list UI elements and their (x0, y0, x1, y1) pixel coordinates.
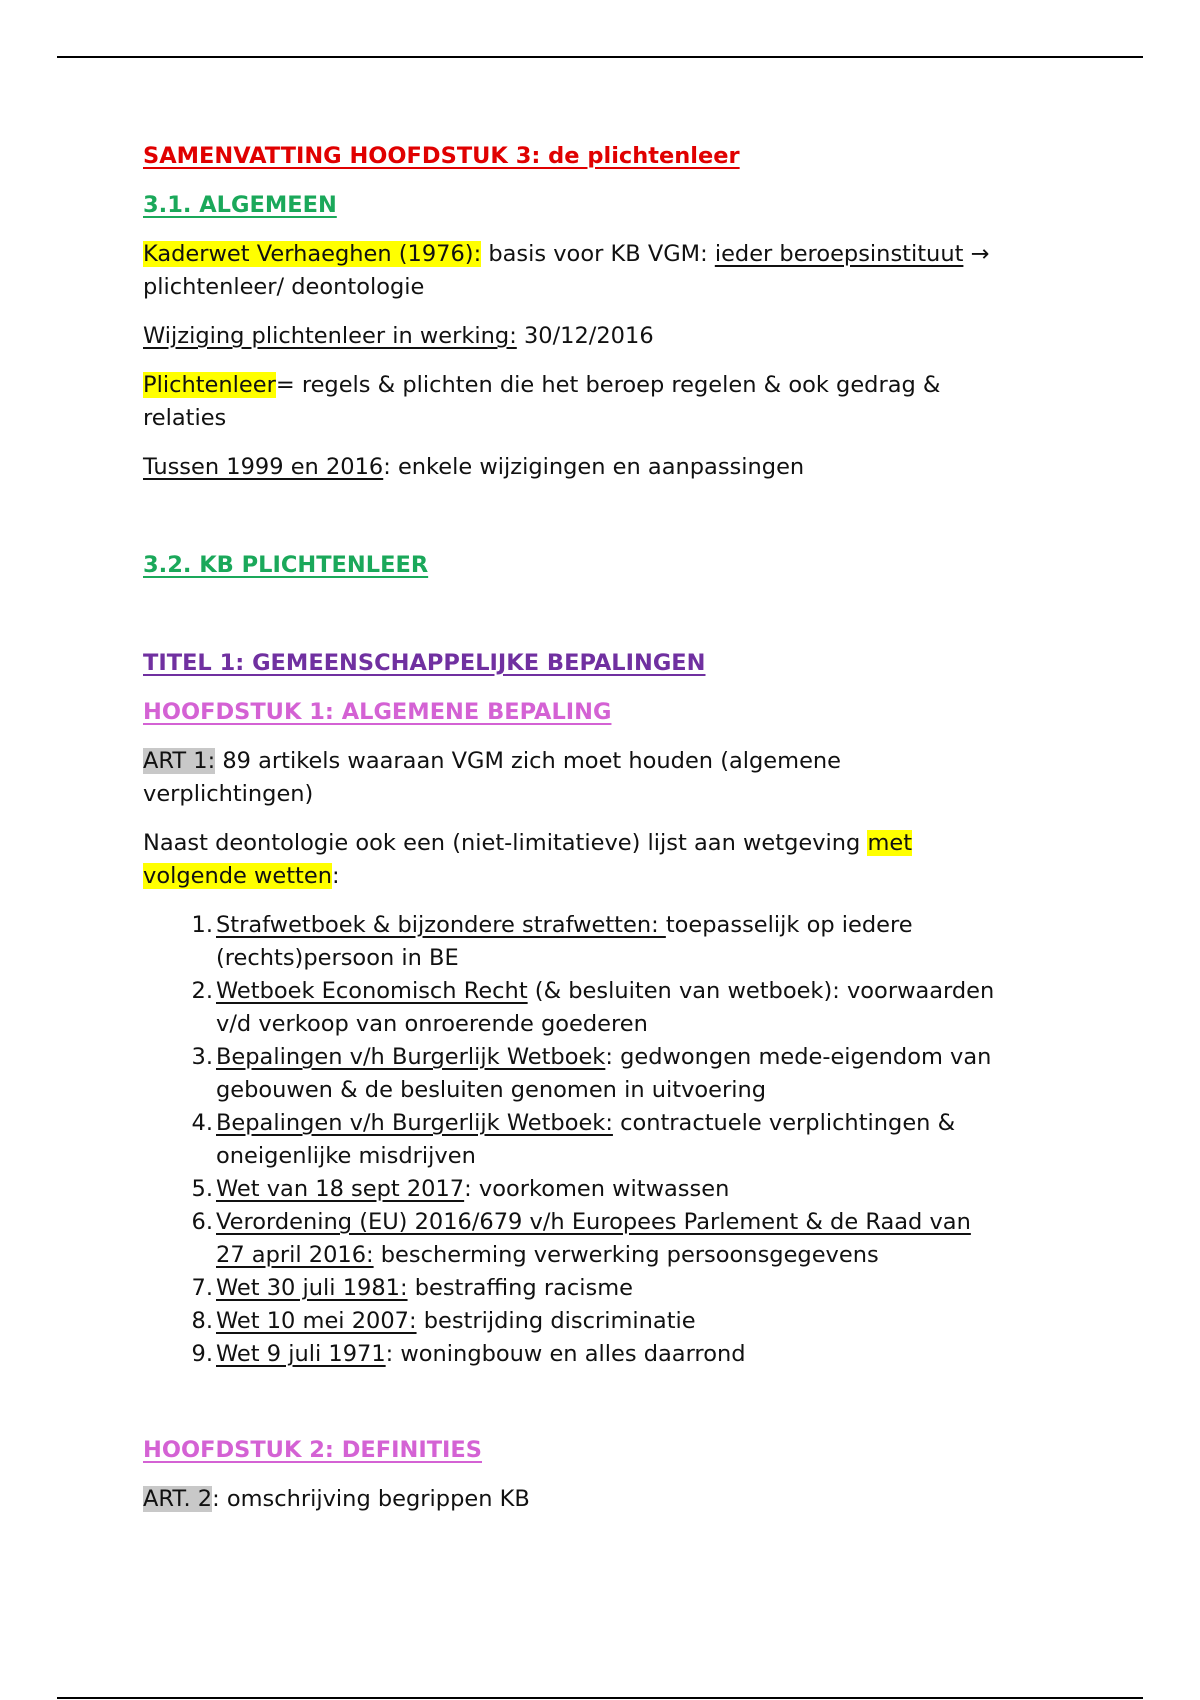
law-name: Wetboek Economisch Recht (216, 978, 528, 1004)
paragraph-art1-line2: verplichtingen) (143, 781, 314, 807)
law-name: Wet 30 juli 1981: (216, 1275, 408, 1301)
list-item (216, 1107, 955, 1140)
list-item-line2: v/d verkoop van onroerende goederen (216, 1011, 648, 1037)
list-item-line2: (rechts)persoon in BE (216, 945, 459, 971)
list-item (216, 1338, 746, 1371)
list-item (216, 1305, 696, 1338)
law-name: Wet 10 mei 2007: (216, 1308, 417, 1334)
law-name: Bepalingen v/h Burgerlijk Wetboek (216, 1044, 606, 1070)
text: basis voor KB VGM: (481, 241, 715, 267)
top-rule (57, 56, 1143, 58)
text: 89 artikels waaraan VGM zich moet houden (algemene (215, 748, 842, 774)
list-number: 8. (191, 1308, 213, 1334)
underline-beroepsinstituut: ieder beroepsinstituut (714, 241, 964, 267)
paragraph-tussen (143, 451, 804, 484)
paragraph-wijziging (143, 320, 654, 353)
hoofdstuk1-heading: HOOFDSTUK 1: ALGEMENE BEPALING (143, 699, 612, 725)
list-item-line2: oneigenlijke misdrijven (216, 1143, 476, 1169)
list-item (216, 1272, 633, 1305)
highlight-volgende-wetten: volgende wetten (143, 863, 332, 889)
text: : omschrijving begrippen KB (212, 1486, 530, 1512)
text: = regels & plichten die het beroep regelen & ook gedrag & (275, 372, 941, 398)
list-item-line2: gebouwen & de besluiten genomen in uitvoering (216, 1077, 767, 1103)
list-number: 7. (191, 1275, 213, 1301)
art2-label: ART. 2 (143, 1486, 213, 1512)
list-item (216, 1206, 971, 1239)
underline-wijziging: Wijziging plichtenleer in werking: (143, 323, 517, 349)
paragraph-plichtenleer (143, 369, 940, 402)
paragraph-kaderwet (143, 238, 989, 271)
highlight-plichtenleer: Plichtenleer (143, 372, 276, 398)
paragraph-kaderwet-line2: plichtenleer/ deontologie (143, 274, 425, 300)
list-item-line2 (216, 1239, 879, 1272)
titel-heading: TITEL 1: GEMEENSCHAPPELIJKE BEPALINGEN (143, 650, 706, 676)
section-heading-algemeen: 3.1. ALGEMEEN (143, 192, 337, 218)
list-item (216, 1041, 991, 1074)
list-number: 5. (191, 1176, 213, 1202)
law-name: Wet 9 juli 1971 (216, 1341, 386, 1367)
text: : enkele wijzigingen en aanpassingen (383, 454, 805, 480)
list-number: 3. (191, 1044, 213, 1070)
law-desc: (& besluiten van wetboek): voorwaarden (527, 978, 995, 1004)
law-name: Bepalingen v/h Burgerlijk Wetboek: (216, 1110, 613, 1136)
list-number: 9. (191, 1341, 213, 1367)
list-item (216, 975, 994, 1008)
paragraph-plichtenleer-line2: relaties (143, 405, 227, 431)
law-name: Verordening (EU) 2016/679 v/h Europees Parlement & de Raad van (216, 1209, 971, 1235)
law-desc: bescherming verwerking persoonsgegevens (373, 1242, 879, 1268)
document-title: SAMENVATTING HOOFDSTUK 3: de plichtenleer (143, 143, 740, 169)
text: Naast deontologie ook een (niet-limitatieve) lijst aan wetgeving (143, 830, 868, 856)
law-name: Wet van 18 sept 2017 (216, 1176, 465, 1202)
law-desc: : woningbouw en alles daarrond (385, 1341, 746, 1367)
law-desc: : voorkomen witwassen (464, 1176, 730, 1202)
bottom-rule (57, 1697, 1143, 1699)
section-heading-kb-plichtenleer: 3.2. KB PLICHTENLEER (143, 552, 429, 578)
list-number: 2. (191, 978, 213, 1004)
highlight-met: met (867, 830, 913, 856)
list-number: 1. (191, 912, 213, 938)
law-desc: : gedwongen mede-eigendom van (605, 1044, 992, 1070)
law-desc: bestrijding discriminatie (416, 1308, 696, 1334)
list-number: 4. (191, 1110, 213, 1136)
list-item (216, 909, 913, 942)
paragraph-art2 (143, 1483, 530, 1516)
text: : (332, 863, 340, 889)
paragraph-art1 (143, 745, 841, 778)
law-name-cont: 27 april 2016: (216, 1242, 374, 1268)
hoofdstuk2-heading: HOOFDSTUK 2: DEFINITIES (143, 1437, 482, 1463)
paragraph-naast (143, 827, 912, 860)
date-text: 30/12/2016 (516, 323, 654, 349)
law-desc: contractuele verplichtingen & (612, 1110, 956, 1136)
arrow-icon: → (963, 241, 990, 267)
law-desc: toepasselijk op iedere (665, 912, 913, 938)
highlight-kaderwet: Kaderwet Verhaeghen (1976): (143, 241, 482, 267)
list-item (216, 1173, 729, 1206)
underline-tussen: Tussen 1999 en 2016 (143, 454, 384, 480)
law-desc: bestraffing racisme (407, 1275, 633, 1301)
list-number: 6. (191, 1209, 213, 1235)
law-name: Strafwetboek & bijzondere strafwetten: (216, 912, 666, 938)
art1-label: ART 1: (143, 748, 216, 774)
paragraph-naast-line2 (143, 860, 340, 893)
